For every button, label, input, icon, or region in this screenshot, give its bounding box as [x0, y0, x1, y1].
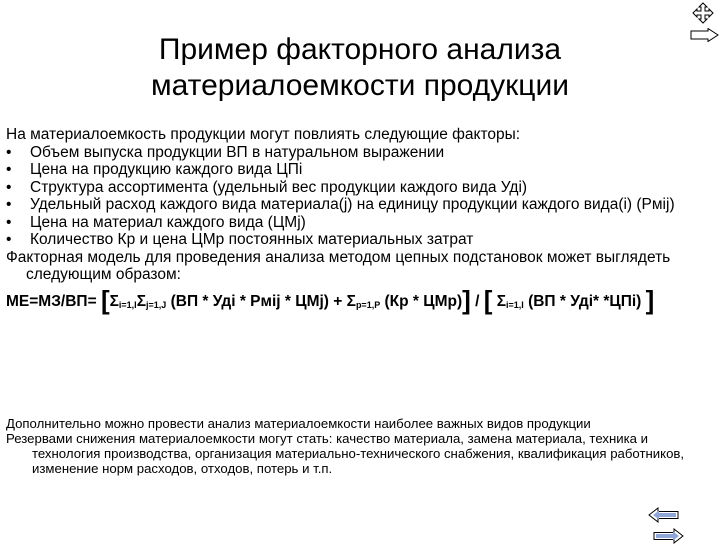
formula-subscript: i=1,I: [118, 299, 137, 310]
note-reserves: Резервами снижения материалоемкости могут стать: качество материала, замена материала, техника и технология производства, организация материально-технического снабжения, квалификация работников, изменение норм расходов, отходов, потерь и т.п.: [6, 431, 685, 476]
list-item: [6, 231, 714, 249]
slide-body: [6, 126, 714, 316]
formula-sum: Σ: [496, 292, 506, 310]
formula-term: (ВП * Удi*: [523, 292, 600, 310]
bullet-icon: •: [6, 161, 12, 178]
formula-close-bracket: ]: [645, 284, 655, 315]
model-description: Факторная модель для проведения анализа методом цепных подстановок может выглядеть следующим образом:: [6, 248, 671, 283]
bullet-icon: •: [6, 231, 12, 248]
formula-sum: Σ: [346, 292, 356, 310]
bullet-text: Количество Кр и цена ЦМр постоянных материальных затрат: [30, 231, 474, 248]
slide-title-line-2: материалоемкости продукции: [151, 69, 569, 102]
bullet-text: Цена на материал каждого вида (ЦМj): [30, 213, 306, 231]
slide-title-line-1: Пример факторного анализа: [158, 33, 562, 66]
top-right-nav: [690, 2, 718, 43]
formula-subscript: p=1,P: [355, 299, 381, 310]
formula-term: (Кр * ЦМр): [380, 292, 463, 310]
list-item: [6, 214, 714, 232]
formula-lhs: МЕ=МЗ/ВП=: [6, 292, 97, 310]
formula-divider: /: [470, 292, 484, 310]
pointer-arrow-icon[interactable]: [690, 28, 720, 42]
list-item: [6, 144, 714, 162]
next-arrow-icon[interactable]: [652, 528, 684, 544]
bullet-text: Объем выпуска продукции ВП в натуральном выражении: [30, 143, 445, 161]
formula-sum: Σ: [136, 292, 146, 310]
bullet-text: Цена на продукцию каждого вида ЦПi: [30, 161, 303, 178]
slide-title: [60, 32, 660, 104]
bottom-nav: [648, 507, 720, 549]
note-additional-analysis: Дополнительно можно провести анализ материалоемкости наиболее важных видов продукции: [6, 416, 591, 431]
formula-term: (ВП * Удi * Рмij * ЦМj) +: [166, 292, 347, 310]
bullet-text: Удельный расход каждого вида материала(j) на единицу продукции каждого вида(i) (Рмij): [30, 196, 675, 213]
list-item: [6, 196, 714, 214]
list-item: [6, 179, 714, 197]
formula-subscript: j=1,J: [146, 299, 167, 310]
formula-subscript: i=1,I: [506, 299, 524, 310]
bullet-icon: •: [6, 213, 12, 231]
formula-open-bracket: [: [483, 284, 493, 315]
bullet-text: Структура ассортимента (удельный вес продукции каждого вида Удi): [30, 178, 528, 196]
bullet-icon: •: [6, 196, 12, 213]
bullet-icon: •: [6, 178, 12, 196]
formula-term: *ЦПi): [603, 292, 642, 310]
notes-section: [6, 416, 714, 476]
prev-arrow-icon[interactable]: [648, 507, 680, 523]
factor-model-formula: [6, 284, 714, 316]
intro-text: На материалоемкость продукции могут повлиять следующие факторы:: [6, 126, 521, 143]
bullet-icon: •: [6, 143, 12, 161]
formula-open-bracket: [: [100, 284, 110, 315]
formula-close-bracket: ]: [462, 284, 471, 315]
formula-sum: Σ: [109, 292, 119, 310]
list-item: [6, 161, 714, 179]
